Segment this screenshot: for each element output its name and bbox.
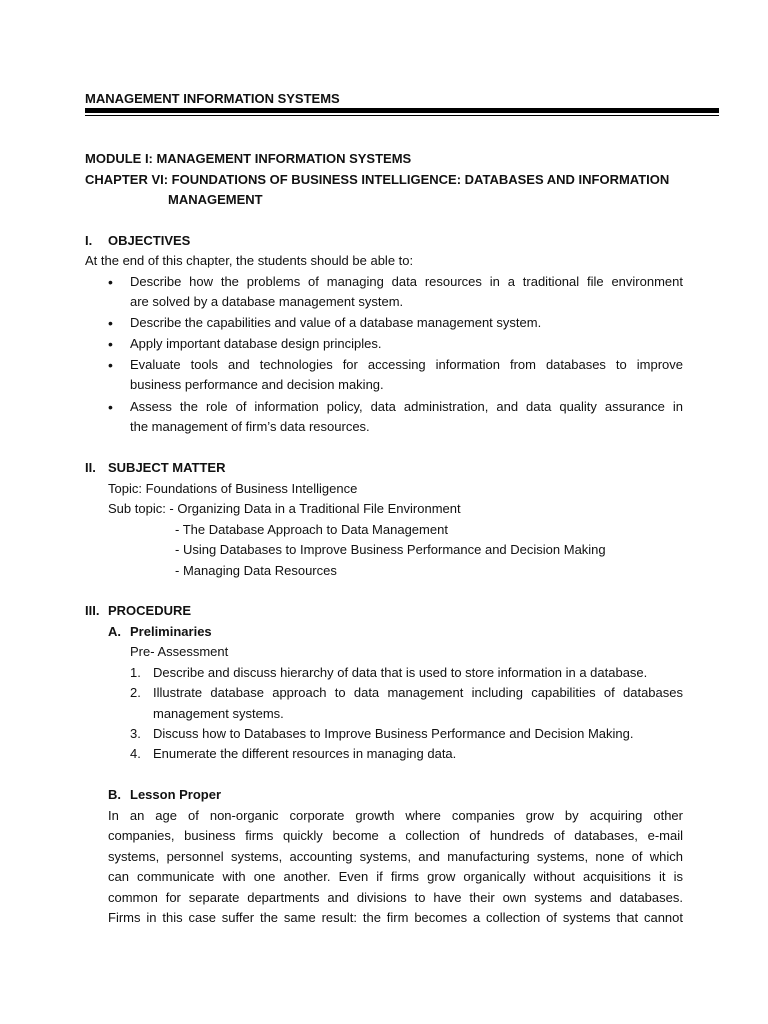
lesson-line: common for separate departments and divisions to have their own systems and databases. (108, 890, 683, 905)
subsection-heading-lesson-proper: Lesson Proper (130, 787, 222, 802)
objective-item-4-line-2: business performance and decision making. (130, 377, 384, 392)
subtopic-item: - Using Databases to Improve Business Performance and Decision Making (175, 542, 606, 557)
subsection-heading-preliminaries: Preliminaries (130, 624, 212, 639)
module-title: MODULE I: MANAGEMENT INFORMATION SYSTEMS (85, 151, 412, 166)
list-number: 1. (130, 665, 141, 680)
list-number: 3. (130, 726, 141, 741)
objectives-intro: At the end of this chapter, the students should be able to: (85, 253, 414, 268)
subtopic-item: - Managing Data Resources (175, 563, 337, 578)
header-rule-thick (85, 108, 719, 113)
section-numeral-subject: II. (85, 460, 96, 475)
bullet-icon: • (108, 315, 113, 331)
pre-assessment-item-2-line-2: management systems. (153, 706, 284, 721)
bullet-icon: • (108, 274, 113, 290)
bullet-icon: • (108, 399, 113, 415)
list-number: 4. (130, 746, 141, 761)
section-heading-subject: SUBJECT MATTER (108, 460, 226, 475)
lesson-line: companies, business firms quickly become a collection of hundreds of databases, e-mail (108, 828, 683, 843)
lesson-line: In an age of non-organic corporate growth where companies grow by acquiring other (108, 808, 683, 823)
objective-item-1-line-1: Describe how the problems of managing data resources in a traditional file environment (130, 274, 683, 289)
pre-assessment-item-4: Enumerate the different resources in managing data. (153, 746, 457, 761)
header-rule-thin (85, 115, 719, 116)
list-number: 2. (130, 685, 141, 700)
objective-item-2: Describe the capabilities and value of a database management system. (130, 315, 542, 330)
pre-assessment-label: Pre- Assessment (130, 644, 229, 659)
objective-item-5-line-2: the management of firm’s data resources. (130, 419, 370, 434)
lesson-line: systems, personnel systems, accounting systems, and manufacturing systems, none of which (108, 849, 683, 864)
pre-assessment-item-1: Describe and discuss hierarchy of data that is used to store information in a database. (153, 665, 648, 680)
subsection-letter-b: B. (108, 787, 121, 802)
objective-item-5-line-1: Assess the role of information policy, data administration, and data quality assurance in (130, 399, 683, 414)
pre-assessment-item-3: Discuss how to Databases to Improve Business Performance and Decision Making. (153, 726, 634, 741)
objective-item-4-line-1: Evaluate tools and technologies for accessing information from databases to improve (130, 357, 683, 372)
subsection-letter-a: A. (108, 624, 121, 639)
section-numeral-objectives: I. (85, 233, 93, 248)
document-header-title: MANAGEMENT INFORMATION SYSTEMS (85, 91, 340, 106)
pre-assessment-item-2-line-1: Illustrate database approach to data management including capabilities of databases (153, 685, 683, 700)
lesson-line: can communicate with one another. Even if firms grow organically without acquisitions it is (108, 869, 683, 884)
chapter-title-continued: MANAGEMENT (168, 192, 263, 207)
chapter-title: CHAPTER VI: FOUNDATIONS OF BUSINESS INTELLIGENCE: DATABASES AND INFORMATION (85, 172, 670, 187)
objective-item-3: Apply important database design principles. (130, 336, 382, 351)
bullet-icon: • (108, 336, 113, 352)
subtopic-item: - The Database Approach to Data Management (175, 522, 448, 537)
lesson-line: Firms in this case suffer the same result: the firm becomes a collection of systems that cannot (108, 910, 683, 925)
section-heading-procedure: PROCEDURE (108, 603, 192, 618)
objective-item-1-line-2: are solved by a database management system. (130, 294, 404, 309)
subject-topic: Topic: Foundations of Business Intelligence (108, 481, 358, 496)
section-numeral-procedure: III. (85, 603, 100, 618)
bullet-icon: • (108, 357, 113, 373)
subject-subtopic: Sub topic: - Organizing Data in a Traditional File Environment (108, 501, 461, 516)
section-heading-objectives: OBJECTIVES (108, 233, 191, 248)
